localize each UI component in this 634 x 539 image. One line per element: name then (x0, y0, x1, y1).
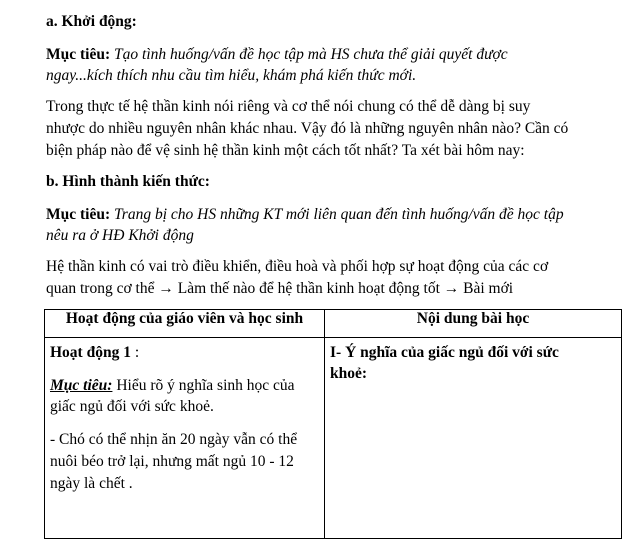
table-header-row (45, 310, 622, 338)
section-a-paragraph-line2: nhược do nhiều nguyên nhân khác nhau. Vậy đó là những nguyên nhân nào? Cần có (46, 120, 569, 137)
activity-objective-line2: giấc ngủ đối với sức khoẻ. (50, 398, 214, 415)
activity-title-line (50, 344, 139, 362)
activity-note-line1: - Chó có thể nhịn ăn 20 ngày vẫn có thể (50, 431, 298, 448)
activities-cell (45, 338, 325, 539)
section-a-paragraph-line3: biện pháp nào để vệ sinh hệ thần kinh một cách tốt nhất? Ta xét bài hôm nay: (46, 142, 525, 159)
activity-note-line2: nuôi béo trở lại, nhưng mất ngủ 10 - 12 (50, 453, 294, 470)
section-a-paragraph-line1: Trong thực tế hệ thần kinh nói riêng và cơ thể nói chung có thể dễ dàng bị suy (46, 98, 531, 115)
content-heading-line2: khoẻ: (330, 365, 368, 382)
activity-title: Hoạt động 1 (50, 344, 131, 361)
section-a-heading: a. Khởi động: (46, 13, 137, 30)
section-a-objective-label: Mục tiêu: (46, 46, 111, 63)
section-b-objective-line2: nêu ra ở HĐ Khởi động (46, 227, 194, 244)
activity-objective-line1 (50, 377, 295, 395)
activity-title-suffix: : (130, 344, 140, 361)
section-b-objective-line1 (46, 206, 564, 224)
content-cell (325, 338, 622, 539)
activity-objective-label: Mục tiêu: (50, 377, 113, 394)
section-b-paragraph-line2: quan trong cơ thể → Làm thế nào để hệ thần kinh hoạt động tốt → Bài mới (46, 280, 514, 297)
activity-note-line3: ngày là chết . (50, 475, 133, 492)
section-b-objective-text: Trang bị cho HS những KT mới liên quan đến tình huống/vấn đề học tập (114, 206, 564, 223)
section-b-objective-label: Mục tiêu: (46, 206, 111, 223)
section-a-objective-text: Tạo tình huống/vấn đề học tập mà HS chưa thể giải quyết được (114, 46, 508, 63)
col-header-activities: Hoạt động của giáo viên và học sinh (45, 310, 325, 338)
lesson-table (44, 309, 622, 539)
section-a-objective-line2: ngay...kích thích nhu cầu tìm hiểu, khám phá kiến thức mới. (46, 67, 417, 84)
col-header-content: Nội dung bài học (325, 310, 622, 338)
section-a-objective-line1 (46, 46, 508, 64)
activity-objective-text: Hiểu rõ ý nghĩa sinh học của (112, 377, 295, 394)
section-b-paragraph-line1: Hệ thần kinh có vai trò điều khiển, điều hoà và phối hợp sự hoạt động của các cơ (46, 258, 549, 275)
table-row (45, 338, 622, 539)
content-heading-line1: I- Ý nghĩa của giấc ngủ đối với sức (330, 344, 559, 361)
section-b-heading: b. Hình thành kiến thức: (46, 173, 210, 190)
